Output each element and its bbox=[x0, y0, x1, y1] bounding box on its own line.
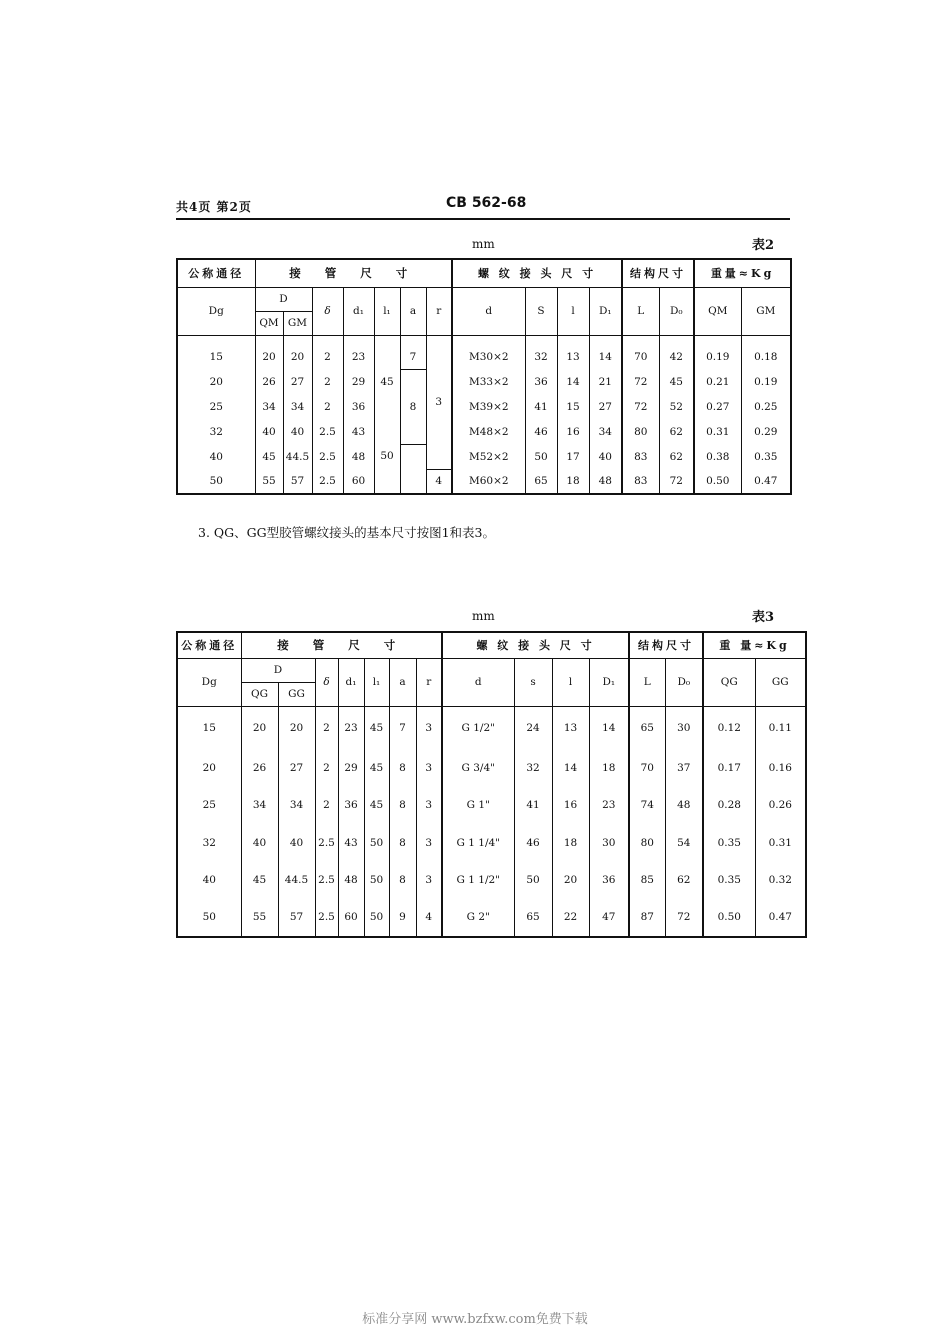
cell-L: 74 bbox=[629, 787, 665, 825]
cell-l1: 45 bbox=[364, 706, 389, 749]
cell-delta: 2 bbox=[312, 335, 343, 369]
cell-s: 32 bbox=[514, 749, 552, 787]
cell-weight-qg: 0.17 bbox=[703, 749, 755, 787]
cell-r: 4 bbox=[426, 469, 452, 494]
cell-D0: 62 bbox=[659, 419, 694, 444]
cell-weight-gg: 0.16 bbox=[768, 761, 792, 774]
cell-L: 80 bbox=[622, 419, 659, 444]
cell-s: 50 bbox=[514, 862, 552, 900]
cell-l: 18 bbox=[557, 469, 589, 494]
L-header-3: L bbox=[629, 658, 665, 706]
cell-dg: 50 bbox=[177, 469, 255, 494]
d1-thread-header: D₁ bbox=[589, 287, 622, 335]
cell-s: 32 bbox=[525, 335, 557, 369]
cell-s: 50 bbox=[525, 444, 557, 469]
cell-d-qg: 55 bbox=[241, 899, 278, 937]
cell-d-gm: 40 bbox=[283, 419, 312, 444]
cell-weight-gg: 0.31 bbox=[768, 836, 792, 849]
l1-header: l₁ bbox=[374, 287, 400, 335]
struct-group-header: 结构尺寸 bbox=[622, 259, 694, 287]
cell-d1: 48 bbox=[338, 862, 364, 900]
cell-D1: 27 bbox=[589, 394, 622, 419]
cell-D0: 72 bbox=[665, 899, 703, 937]
s-header-3: s bbox=[514, 658, 552, 706]
cell-l: 13 bbox=[552, 706, 589, 749]
cell-d-gm: 34 bbox=[283, 394, 312, 419]
cell-s: 41 bbox=[525, 394, 557, 419]
cell-D1: 14 bbox=[589, 335, 622, 369]
cell-weight-gm: 0.25 bbox=[754, 400, 778, 413]
cell-a: 7 bbox=[389, 706, 416, 749]
cell-delta: 2.5 bbox=[312, 444, 343, 469]
cell-l: 15 bbox=[557, 394, 589, 419]
page-count: 共4页 第2页 bbox=[176, 200, 252, 214]
cell-d1: 60 bbox=[343, 469, 374, 494]
table2-title: 表2 bbox=[752, 238, 775, 253]
d-header-3: D bbox=[241, 658, 315, 682]
cell-D0: 52 bbox=[659, 394, 694, 419]
L-header: L bbox=[622, 287, 659, 335]
cell-r: 3 bbox=[416, 824, 442, 862]
cell-D1: 30 bbox=[589, 824, 629, 862]
thread-group-header: 螺 纹 接 头 尺 寸 bbox=[452, 259, 622, 287]
cell-D0: 62 bbox=[659, 444, 694, 469]
cell-L: 87 bbox=[629, 899, 665, 937]
table-row bbox=[177, 899, 806, 937]
header-rule bbox=[176, 218, 790, 220]
dg-header-3: Dg bbox=[177, 658, 241, 706]
cell-dg: 32 bbox=[177, 419, 255, 444]
cell-r: 3 bbox=[416, 862, 442, 900]
cell-D1: 47 bbox=[589, 899, 629, 937]
cell-d-gg: 44.5 bbox=[278, 862, 315, 900]
cell-delta: 2.5 bbox=[315, 862, 338, 900]
l-header-3: l bbox=[552, 658, 589, 706]
a-header: a bbox=[400, 287, 426, 335]
table-row bbox=[177, 444, 791, 469]
cell-D0: 62 bbox=[665, 862, 703, 900]
cell-l: 14 bbox=[557, 369, 589, 394]
table-row bbox=[177, 369, 791, 394]
cell-d-gm: 57 bbox=[283, 469, 312, 494]
cell-weight-gm: 0.18 bbox=[754, 351, 778, 364]
cell-d1: 43 bbox=[343, 419, 374, 444]
cell-L: 83 bbox=[622, 469, 659, 494]
cell-dg: 15 bbox=[177, 706, 241, 749]
cell-l1: 45 bbox=[364, 749, 389, 787]
cell-L: 85 bbox=[629, 862, 665, 900]
cell-a: 7 bbox=[400, 335, 426, 369]
table3-title: 表3 bbox=[752, 610, 775, 625]
cell-D1: 36 bbox=[589, 862, 629, 900]
cell-dg: 20 bbox=[177, 369, 255, 394]
r-header: r bbox=[426, 287, 452, 335]
nominal-group-header: 公称通径 bbox=[177, 259, 255, 287]
cell-delta: 2.5 bbox=[312, 469, 343, 494]
cell-thread-d: M52×2 bbox=[452, 444, 525, 469]
cell-d-qm: 45 bbox=[255, 444, 283, 469]
cell-d-qm: 20 bbox=[255, 335, 283, 369]
table-row bbox=[177, 419, 791, 444]
cell-d-gg: 20 bbox=[278, 706, 315, 749]
cell-weight-qm: 0.21 bbox=[694, 369, 741, 394]
cell-L: 70 bbox=[629, 749, 665, 787]
cell-d-gm: 44.5 bbox=[283, 444, 312, 469]
cell-d-qg: 20 bbox=[241, 706, 278, 749]
cell-D0: 45 bbox=[659, 369, 694, 394]
cell-weight-gg: 0.26 bbox=[768, 799, 792, 812]
l1-header-3: l₁ bbox=[364, 658, 389, 706]
cell-thread-d: M60×2 bbox=[452, 469, 525, 494]
cell-d1: 48 bbox=[343, 444, 374, 469]
cell-delta: 2.5 bbox=[315, 824, 338, 862]
delta-header-3: δ bbox=[315, 658, 338, 706]
table-row bbox=[177, 469, 791, 494]
cell-D0: 48 bbox=[665, 787, 703, 825]
cell-delta: 2.5 bbox=[315, 899, 338, 937]
cell-delta: 2 bbox=[315, 706, 338, 749]
cell-weight-qg: 0.28 bbox=[703, 787, 755, 825]
cell-weight-gm: 0.47 bbox=[754, 475, 778, 487]
weight-qm-header: QM bbox=[694, 287, 741, 335]
cell-dg: 40 bbox=[177, 444, 255, 469]
D0-header-3: D₀ bbox=[665, 658, 703, 706]
cell-delta: 2 bbox=[315, 749, 338, 787]
cell-D1: 34 bbox=[589, 419, 622, 444]
cell-thread-d: M30×2 bbox=[452, 335, 525, 369]
pipe-group-header: 接 管 尺 寸 bbox=[255, 259, 452, 287]
weight-gg-header: GG bbox=[755, 658, 806, 706]
page-header bbox=[176, 195, 790, 216]
cell-s: 65 bbox=[525, 469, 557, 494]
table-row bbox=[177, 862, 806, 900]
cell-D0: 30 bbox=[665, 706, 703, 749]
cell-d-gm: 20 bbox=[283, 335, 312, 369]
a-header-3: a bbox=[389, 658, 416, 706]
cell-d1: 60 bbox=[338, 899, 364, 937]
cell-d-qg: 26 bbox=[241, 749, 278, 787]
cell-L: 80 bbox=[629, 824, 665, 862]
r-header-3: r bbox=[416, 658, 442, 706]
cell-l: 13 bbox=[557, 335, 589, 369]
cell-d1: 43 bbox=[338, 824, 364, 862]
cell-d-qm: 55 bbox=[255, 469, 283, 494]
cell-r: 3 bbox=[426, 335, 452, 469]
cell-d-gm: 27 bbox=[283, 369, 312, 394]
cell-d-gg: 57 bbox=[278, 899, 315, 937]
cell-weight-qm: 0.27 bbox=[694, 394, 741, 419]
cell-l1: 45 bbox=[364, 787, 389, 825]
dg-header: Dg bbox=[177, 287, 255, 335]
cell-d-qm: 40 bbox=[255, 419, 283, 444]
cell-d1: 36 bbox=[343, 394, 374, 419]
cell-dg: 40 bbox=[177, 862, 241, 900]
d-gg-header: GG bbox=[278, 682, 315, 706]
cell-weight-gg: 0.47 bbox=[768, 911, 792, 924]
pipe-group-header-3: 接 管 尺 寸 bbox=[241, 632, 442, 658]
cell-weight-qm: 0.19 bbox=[694, 335, 741, 369]
cell-delta: 2 bbox=[312, 369, 343, 394]
nominal-group-header-3: 公称通径 bbox=[177, 632, 241, 658]
cell-D1: 48 bbox=[589, 469, 622, 494]
cell-weight-gg: 0.32 bbox=[768, 874, 792, 887]
cell-thread-d: G 1 1/2" bbox=[442, 862, 514, 900]
cell-weight-gm: 0.35 bbox=[754, 450, 778, 463]
cell-weight-qg: 0.35 bbox=[703, 862, 755, 900]
cell-s: 24 bbox=[514, 706, 552, 749]
cell-s: 46 bbox=[514, 824, 552, 862]
cell-weight-gm: 0.19 bbox=[754, 375, 778, 388]
d1-thread-header-3: D₁ bbox=[589, 658, 629, 706]
cell-dg: 32 bbox=[177, 824, 241, 862]
cell-a: 8 bbox=[389, 787, 416, 825]
cell-weight-qg: 0.50 bbox=[703, 899, 755, 937]
table2-unit: mm bbox=[472, 237, 495, 251]
cell-thread-d: G 2" bbox=[442, 899, 514, 937]
weight-gm-header: GM bbox=[741, 287, 791, 335]
cell-d1: 23 bbox=[343, 335, 374, 369]
table3-unit: mm bbox=[472, 609, 495, 623]
cell-d-gg: 40 bbox=[278, 824, 315, 862]
cell-delta: 2.5 bbox=[312, 419, 343, 444]
cell-dg: 25 bbox=[177, 394, 255, 419]
cell-d1: 29 bbox=[343, 369, 374, 394]
cell-d1: 36 bbox=[338, 787, 364, 825]
cell-r: 3 bbox=[416, 749, 442, 787]
delta-header: δ bbox=[312, 287, 343, 335]
cell-D1: 14 bbox=[589, 706, 629, 749]
cell-a-empty bbox=[400, 444, 426, 469]
cell-l: 16 bbox=[552, 787, 589, 825]
cell-d-qg: 40 bbox=[241, 824, 278, 862]
cell-d1: 29 bbox=[338, 749, 364, 787]
cell-L: 65 bbox=[629, 706, 665, 749]
cell-thread-d: G 1 1/4" bbox=[442, 824, 514, 862]
cell-l1: 50 bbox=[364, 824, 389, 862]
cell-s: 36 bbox=[525, 369, 557, 394]
cell-d1: 23 bbox=[338, 706, 364, 749]
cell-l: 22 bbox=[552, 899, 589, 937]
thread-d-header-3: d bbox=[442, 658, 514, 706]
l-header: l bbox=[557, 287, 589, 335]
cell-l: 16 bbox=[557, 419, 589, 444]
cell-a: 8 bbox=[389, 749, 416, 787]
cell-D0: 42 bbox=[659, 335, 694, 369]
weight-qg-header: QG bbox=[703, 658, 755, 706]
cell-l: 17 bbox=[557, 444, 589, 469]
s-header: S bbox=[525, 287, 557, 335]
d-header: D bbox=[255, 287, 312, 311]
cell-l1: 50 bbox=[374, 419, 400, 494]
cell-a-empty bbox=[400, 469, 426, 494]
cell-l1: 50 bbox=[364, 862, 389, 900]
standard-code: CB 562-68 bbox=[446, 195, 527, 211]
cell-D1: 21 bbox=[589, 369, 622, 394]
cell-dg: 25 bbox=[177, 787, 241, 825]
cell-D0: 72 bbox=[659, 469, 694, 494]
cell-s: 65 bbox=[514, 899, 552, 937]
table-row bbox=[177, 706, 806, 749]
cell-thread-d: M39×2 bbox=[452, 394, 525, 419]
d1-header: d₁ bbox=[343, 287, 374, 335]
table-row bbox=[177, 824, 806, 862]
cell-a: 8 bbox=[389, 862, 416, 900]
table-row bbox=[177, 394, 791, 419]
D0-header: D₀ bbox=[659, 287, 694, 335]
cell-d-qm: 34 bbox=[255, 394, 283, 419]
cell-weight-qm: 0.38 bbox=[694, 444, 741, 469]
cell-thread-d: G 1" bbox=[442, 787, 514, 825]
cell-delta: 2 bbox=[315, 787, 338, 825]
cell-a: 8 bbox=[389, 824, 416, 862]
footer-watermark: 标准分享网 www.bzfxw.com免费下载 bbox=[362, 1312, 588, 1327]
cell-L: 72 bbox=[622, 394, 659, 419]
cell-d-gg: 27 bbox=[278, 749, 315, 787]
cell-l: 18 bbox=[552, 824, 589, 862]
cell-dg: 20 bbox=[177, 749, 241, 787]
cell-D1: 40 bbox=[589, 444, 622, 469]
cell-l: 14 bbox=[552, 749, 589, 787]
cell-L: 83 bbox=[622, 444, 659, 469]
paragraph-3: 3. QG、GG型胶管螺纹接头的基本尺寸按图1和表3。 bbox=[198, 525, 496, 540]
cell-D1: 23 bbox=[589, 787, 629, 825]
d1-header-3: d₁ bbox=[338, 658, 364, 706]
weight-group-header: 重量≈Kg bbox=[710, 267, 775, 281]
cell-weight-qg: 0.35 bbox=[703, 824, 755, 862]
cell-L: 70 bbox=[622, 335, 659, 369]
cell-thread-d: M48×2 bbox=[452, 419, 525, 444]
cell-weight-gm: 0.29 bbox=[754, 425, 778, 438]
d-gm-header: GM bbox=[283, 311, 312, 335]
table-row bbox=[177, 749, 806, 787]
cell-d-gg: 34 bbox=[278, 787, 315, 825]
cell-D0: 54 bbox=[665, 824, 703, 862]
thread-group-header-3: 螺 纹 接 头 尺 寸 bbox=[442, 632, 629, 658]
struct-group-header-3: 结构尺寸 bbox=[629, 632, 703, 658]
cell-l1: 50 bbox=[364, 899, 389, 937]
cell-s: 41 bbox=[514, 787, 552, 825]
weight-group-header-3: 重 量≈Kg bbox=[719, 639, 790, 653]
cell-r: 3 bbox=[416, 787, 442, 825]
cell-delta: 2 bbox=[312, 394, 343, 419]
table-3 bbox=[176, 631, 807, 938]
cell-D1: 18 bbox=[589, 749, 629, 787]
cell-weight-qg: 0.12 bbox=[703, 706, 755, 749]
cell-weight-qm: 0.31 bbox=[694, 419, 741, 444]
cell-r: 4 bbox=[416, 899, 442, 937]
cell-thread-d: G 1/2" bbox=[442, 706, 514, 749]
d-qm-header: QM bbox=[255, 311, 283, 335]
cell-a: 9 bbox=[389, 899, 416, 937]
table-2 bbox=[176, 258, 792, 495]
cell-a: 8 bbox=[400, 369, 426, 444]
cell-D0: 37 bbox=[665, 749, 703, 787]
thread-d-header: d bbox=[452, 287, 525, 335]
cell-L: 72 bbox=[622, 369, 659, 394]
cell-weight-qm: 0.50 bbox=[694, 469, 741, 494]
cell-thread-d: M33×2 bbox=[452, 369, 525, 394]
cell-d-qg: 45 bbox=[241, 862, 278, 900]
cell-l1: 45 bbox=[374, 335, 400, 419]
cell-dg: 15 bbox=[177, 335, 255, 369]
table-row bbox=[177, 787, 806, 825]
cell-d-qg: 34 bbox=[241, 787, 278, 825]
d-qg-header: QG bbox=[241, 682, 278, 706]
table-row bbox=[177, 335, 791, 369]
cell-thread-d: G 3/4" bbox=[442, 749, 514, 787]
cell-l: 20 bbox=[552, 862, 589, 900]
cell-s: 46 bbox=[525, 419, 557, 444]
cell-r: 3 bbox=[416, 706, 442, 749]
cell-weight-gg: 0.11 bbox=[768, 721, 792, 734]
cell-d-qm: 26 bbox=[255, 369, 283, 394]
cell-dg: 50 bbox=[177, 899, 241, 937]
